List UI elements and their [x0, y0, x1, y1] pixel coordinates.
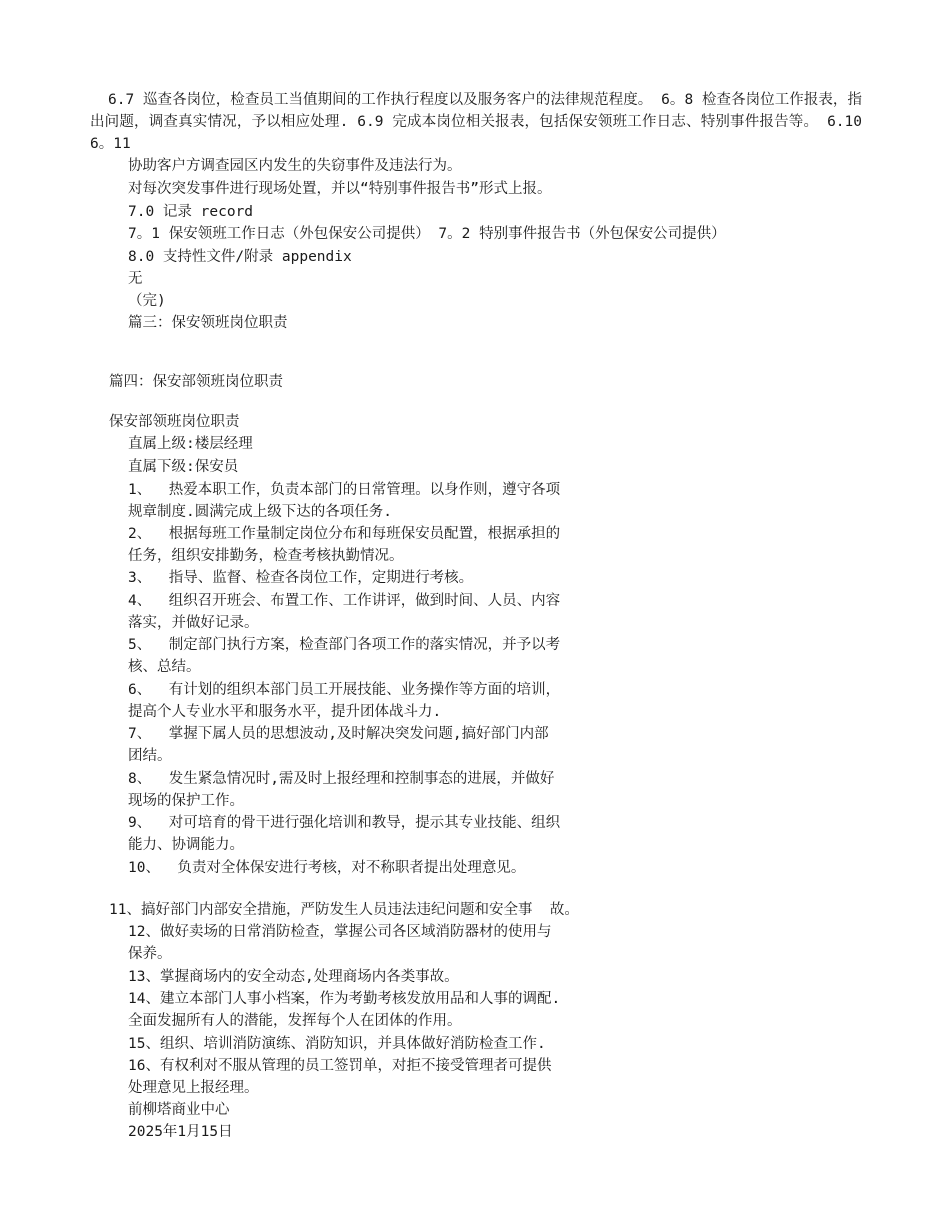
duty-line: 12、做好卖场的日常消防检查，掌握公司各区域消防器材的使用与	[128, 924, 552, 940]
signature-organization: 前柳塔商业中心	[128, 1102, 230, 1118]
text-line: 协助客户方调查园区内发生的失窃事件及违法行为。	[128, 158, 462, 174]
duty-line: 2、 根据每班工作量制定岗位分布和每班保安员配置，根据承担的	[128, 526, 561, 542]
duty-line: 14、建立本部门人事小档案，作为考勤考核发放用品和人事的调配.	[128, 991, 561, 1007]
record-heading: 7.0 记录 record	[128, 204, 254, 220]
text-line: 无	[128, 271, 143, 287]
duty-line: 现场的保护工作。	[128, 793, 244, 809]
duty-line: 9、 对可培育的骨干进行强化培训和教导，提示其专业技能、组织	[128, 815, 561, 831]
document-title: 保安部领班岗位职责	[109, 414, 240, 430]
signature-date: 2025年1月15日	[128, 1124, 233, 1140]
duty-line: 核、总结。	[128, 659, 201, 675]
duty-line: 8、 发生紧急情况时,需及时上报经理和控制事态的进展，并做好	[128, 771, 555, 787]
duty-line: 任务，组织安排勤务，检查考核执勤情况。	[128, 548, 404, 564]
duty-line: 全面发掘所有人的潜能，发挥每个人在团体的作用。	[128, 1013, 462, 1029]
appendix-heading: 8.0 支持性文件/附录 appendix	[128, 249, 352, 265]
duty-line: 规章制度.圆满完成上级下达的各项任务.	[128, 504, 392, 520]
duty-line: 提高个人专业水平和服务水平，提升团体战斗力.	[128, 704, 442, 720]
section-heading: 篇三：保安领班岗位职责	[128, 315, 288, 331]
text-line: （完)	[128, 293, 166, 309]
duty-line: 落实，并做好记录。	[128, 615, 259, 631]
duty-line: 16、有权利对不服从管理的员工签罚单，对拒不接受管理者可提供	[128, 1058, 552, 1074]
duty-line: 15、组织、培训消防演练、消防知识，并具体做好消防检查工作.	[128, 1036, 546, 1052]
section-heading: 篇四：保安部领班岗位职责	[109, 374, 283, 390]
duty-line: 1、 热爱本职工作，负责本部门的日常管理。以身作则，遵守各项	[128, 482, 561, 498]
duty-line: 10、 负责对全体保安进行考核，对不称职者提出处理意见。	[128, 860, 526, 876]
duty-line: 保养。	[128, 946, 172, 962]
duty-line: 3、 指导、监督、检查各岗位工作，定期进行考核。	[128, 570, 474, 586]
duty-line: 处理意见上报经理。	[128, 1080, 259, 1096]
duty-line: 6、 有计划的组织本部门员工开展技能、业务操作等方面的培训，	[128, 682, 561, 698]
superior-line: 直属上级:楼层经理	[128, 436, 253, 452]
duty-line: 7、 掌握下属人员的思想波动,及时解决突发问题,搞好部门内部	[128, 726, 549, 742]
duty-line: 5、 制定部门执行方案，检查部门各项工作的落实情况，并予以考	[128, 637, 561, 653]
duty-line: 13、掌握商场内的安全动态,处理商场内各类事故。	[128, 969, 459, 985]
duty-line: 11、搞好部门内部安全措施，严防发生人员违法违纪问题和安全事 故。	[109, 902, 579, 918]
duty-line: 团结。	[128, 748, 172, 764]
duty-line: 能力、协调能力。	[128, 837, 244, 853]
intro-paragraph: 6.7 巡查各岗位，检查员工当值期间的工作执行程度以及服务客户的法律规范程度。 6。8 检查各岗位工作报表，指出问题，调查真实情况，予以相应处理. 6.9 完成本岗位相关报表，包括保安领班工作日志、特别事件报告等。 6.10 6。11	[90, 92, 862, 152]
text-line: 7。1 保安领班工作日志（外包保安公司提供） 7。2 特别事件报告书（外包保安公司提供）	[128, 226, 726, 242]
subordinate-line: 直属下级:保安员	[128, 459, 239, 475]
duty-line: 4、 组织召开班会、布置工作、工作讲评，做到时间、人员、内容	[128, 593, 561, 609]
text-line: 对每次突发事件进行现场处置，并以“特别事件报告书”形式上报。	[128, 181, 552, 197]
